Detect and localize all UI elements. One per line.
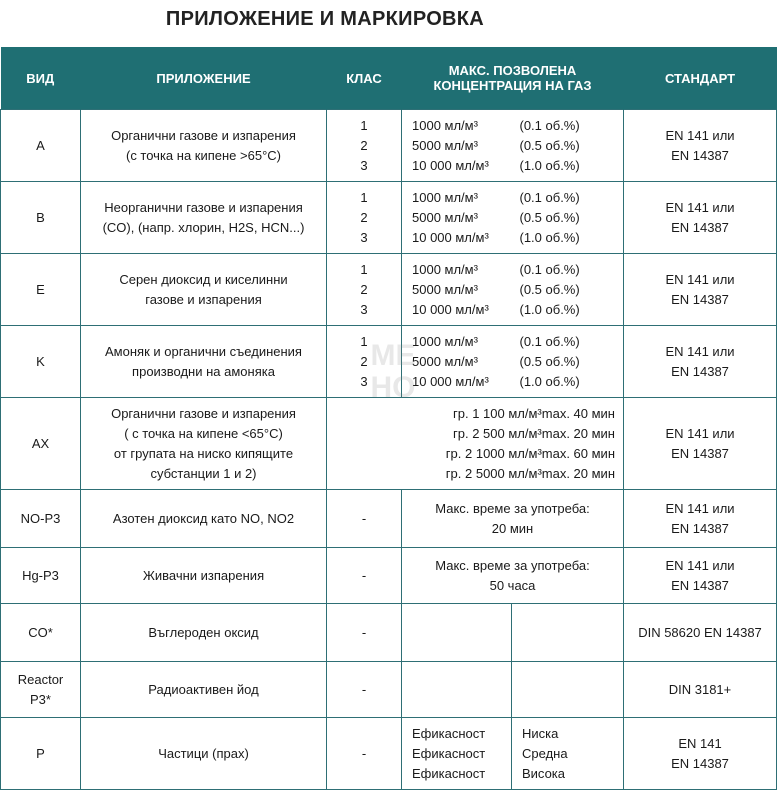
cell-volume: (0.1 об.%) (0.5 об.%) (1.0 об.%) — [512, 182, 624, 254]
cell-standard: EN 141 или EN 14387 — [624, 398, 777, 490]
table-row — [1, 490, 777, 548]
cell-class: - — [327, 662, 402, 718]
cell-class: 1 2 3 — [327, 110, 402, 182]
cell-concentration: 1000 мл/м³ 5000 мл/м³ 10 000 мл/м³ — [402, 182, 512, 254]
table-row — [1, 662, 777, 718]
table-row — [1, 718, 777, 790]
table-header-row — [1, 47, 777, 110]
cell-concentration: 1000 мл/м³ 5000 мл/м³ 10 000 мл/м³ — [402, 110, 512, 182]
cell-volume: (0.1 об.%) (0.5 об.%) (1.0 об.%) — [512, 254, 624, 326]
page-title: ПРИЛОЖЕНИЕ И МАРКИРОВКА — [165, 8, 485, 30]
header-application: ПРИЛОЖЕНИЕ — [81, 47, 327, 110]
cell-application: Серен диоксид и киселинни газове и изпарения — [81, 254, 327, 326]
cell-ax-concentration: гр. 1 100 мл/м³max. 40 мин гр. 2 500 мл/м³max. 20 мин гр. 2 1000 мл/м³max. 60 мин гр. 2 5000 мл/м³max. 20 мин — [327, 398, 624, 490]
cell-volume: (0.1 об.%) (0.5 об.%) (1.0 об.%) — [512, 326, 624, 398]
table-row — [1, 110, 777, 182]
cell-standard: DIN 3181+ — [624, 662, 777, 718]
marking-table — [0, 47, 777, 790]
table-row — [1, 182, 777, 254]
cell-standard: EN 141 или EN 14387 — [624, 326, 777, 398]
table-row — [1, 254, 777, 326]
header-type: ВИД — [1, 47, 81, 110]
cell-standard: DIN 58620 EN 14387 — [624, 604, 777, 662]
cell-standard: EN 141 или EN 14387 — [624, 490, 777, 548]
header-class: КЛАС — [327, 47, 402, 110]
cell-class: - — [327, 718, 402, 790]
cell-application: Частици (прах) — [81, 718, 327, 790]
cell-application: Въглероден оксид — [81, 604, 327, 662]
table-row — [1, 604, 777, 662]
cell-application: Неорганични газове и изпарения (CO), (напр. хлорин, H2S, HCN...) — [81, 182, 327, 254]
cell-type: Hg-P3 — [1, 548, 81, 604]
cell-standard: EN 141 или EN 14387 — [624, 548, 777, 604]
cell-application: Живачни изпарения — [81, 548, 327, 604]
cell-standard: EN 141 или EN 14387 — [624, 254, 777, 326]
cell-concentration: 1000 мл/м³ 5000 мл/м³ 10 000 мл/м³ — [402, 326, 512, 398]
cell-max-time: Макс. време за употреба: 50 часа — [402, 548, 624, 604]
cell-class: 1 2 3 — [327, 182, 402, 254]
cell-type: P — [1, 718, 81, 790]
table-row — [1, 548, 777, 604]
watermark-logo: МЕ НО — [370, 339, 416, 404]
cell-class: - — [327, 548, 402, 604]
cell-empty — [402, 604, 512, 662]
cell-volume: (0.1 об.%) (0.5 об.%) (1.0 об.%) — [512, 110, 624, 182]
cell-empty — [402, 662, 512, 718]
cell-application: Амоняк и органични съединения производни на амоняка — [81, 326, 327, 398]
cell-empty — [512, 662, 624, 718]
table-row — [1, 398, 777, 490]
cell-type: A — [1, 110, 81, 182]
cell-type: AX — [1, 398, 81, 490]
cell-application: Радиоактивен йод — [81, 662, 327, 718]
cell-efficiency: Ефикасност Ефикасност Ефикасност — [402, 718, 512, 790]
cell-standard: EN 141 или EN 14387 — [624, 182, 777, 254]
header-standard: СТАНДАРТ — [624, 47, 777, 110]
cell-class: 1 2 3 — [327, 326, 402, 398]
cell-class: 1 2 3 — [327, 254, 402, 326]
header-max-concentration: МАКС. ПОЗВОЛЕНА КОНЦЕНТРАЦИЯ НА ГАЗ — [402, 47, 624, 110]
cell-max-time: Макс. време за употреба: 20 мин — [402, 490, 624, 548]
cell-concentration: 1000 мл/м³ 5000 мл/м³ 10 000 мл/м³ — [402, 254, 512, 326]
cell-type: CO* — [1, 604, 81, 662]
cell-class: - — [327, 490, 402, 548]
cell-application: Органични газове и изпарения ( с точка на кипене <65°C) от групата на ниско кипящите субстанции 1 и 2) — [81, 398, 327, 490]
cell-type: NO-P3 — [1, 490, 81, 548]
cell-application: Азотен диоксид като NO, NO2 — [81, 490, 327, 548]
cell-type: Reactor P3* — [1, 662, 81, 718]
cell-standard: EN 141 или EN 14387 — [624, 110, 777, 182]
cell-standard: EN 141 EN 14387 — [624, 718, 777, 790]
cell-type: B — [1, 182, 81, 254]
cell-efficiency-level: Ниска Средна Висока — [512, 718, 624, 790]
table-row — [1, 326, 777, 398]
cell-type: K — [1, 326, 81, 398]
cell-empty — [512, 604, 624, 662]
cell-type: E — [1, 254, 81, 326]
cell-application: Органични газове и изпарения (с точка на кипене >65°C) — [81, 110, 327, 182]
cell-class: - — [327, 604, 402, 662]
